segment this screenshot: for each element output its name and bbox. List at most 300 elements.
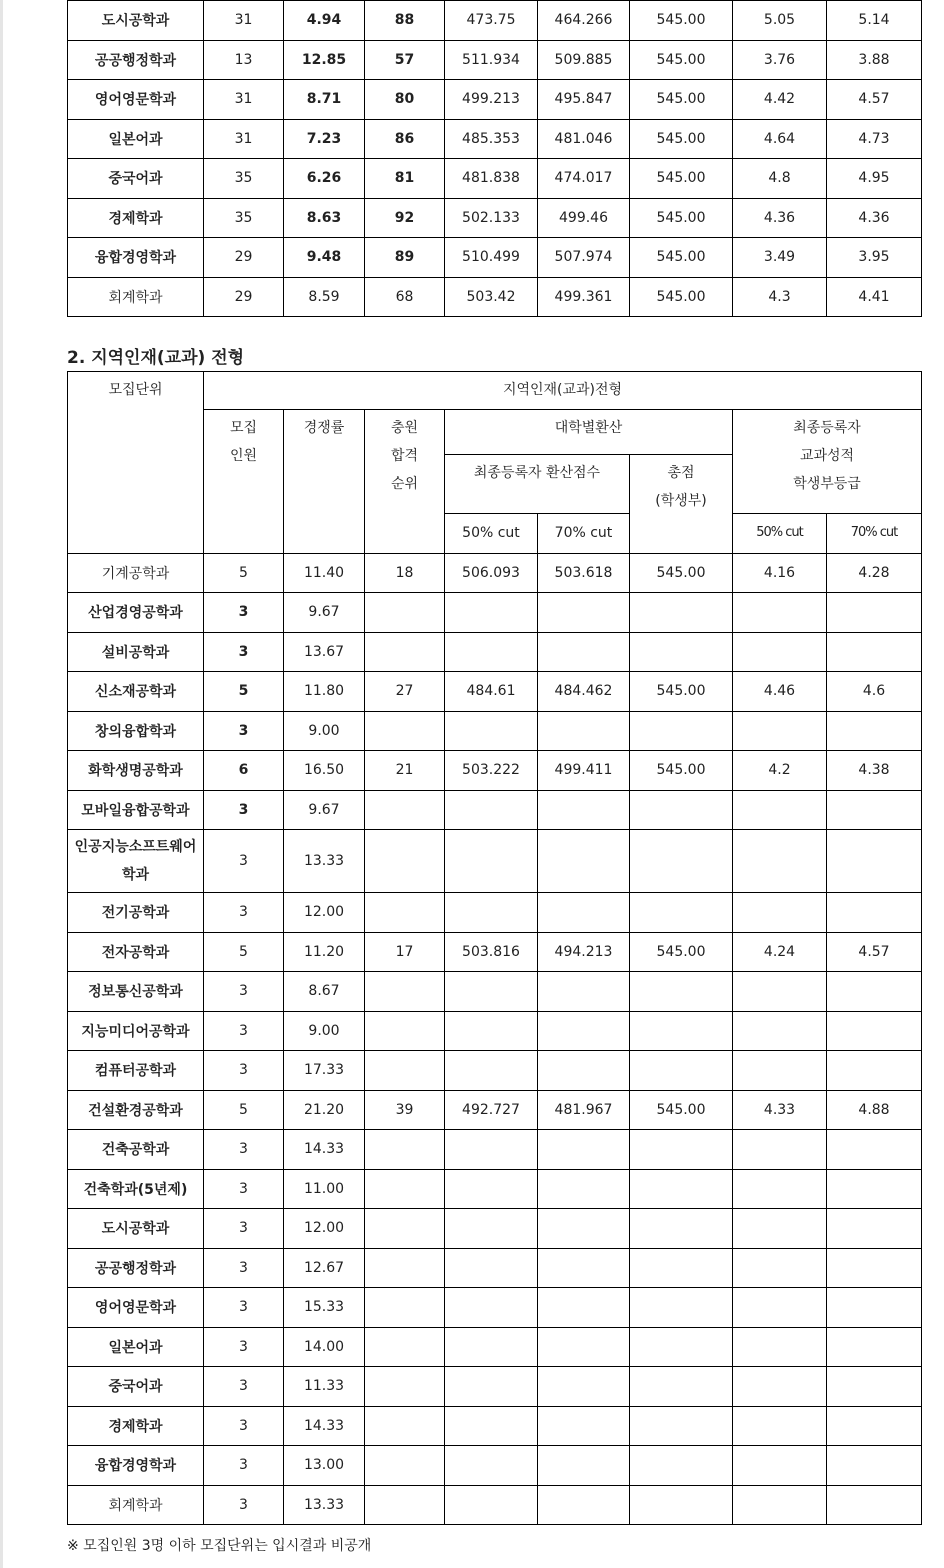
value-cell bbox=[365, 893, 445, 933]
value-cell bbox=[630, 1130, 733, 1170]
value-cell: 5.05 bbox=[733, 1, 827, 41]
value-cell: 5 bbox=[204, 932, 284, 972]
value-cell: 13 bbox=[204, 40, 284, 80]
table-row bbox=[68, 1288, 922, 1328]
table-row bbox=[68, 1485, 922, 1525]
value-cell: 11.20 bbox=[284, 932, 365, 972]
value-cell bbox=[538, 1051, 630, 1091]
value-cell bbox=[365, 1288, 445, 1328]
header-50cut: 50% cut bbox=[445, 514, 538, 554]
value-cell bbox=[538, 1011, 630, 1051]
value-cell: 6.26 bbox=[284, 159, 365, 199]
value-cell: 4.38 bbox=[827, 751, 922, 791]
department-cell: 산업경영공학과 bbox=[68, 593, 204, 633]
department-cell: 전자공학과 bbox=[68, 932, 204, 972]
value-cell bbox=[630, 1051, 733, 1091]
department-cell: 컴퓨터공학과 bbox=[68, 1051, 204, 1091]
value-cell: 12.00 bbox=[284, 1209, 365, 1249]
table-row bbox=[68, 711, 922, 751]
value-cell: 14.33 bbox=[284, 1130, 365, 1170]
value-cell: 4.28 bbox=[827, 553, 922, 593]
value-cell bbox=[827, 1367, 922, 1407]
value-cell bbox=[538, 1130, 630, 1170]
table-row bbox=[68, 238, 922, 278]
header-total: 총점 (학생부) bbox=[630, 455, 733, 554]
value-cell: 11.40 bbox=[284, 553, 365, 593]
value-cell bbox=[630, 593, 733, 633]
table-row bbox=[68, 751, 922, 791]
value-cell: 464.266 bbox=[538, 1, 630, 41]
value-cell bbox=[365, 1406, 445, 1446]
department-cell: 융합경영학과 bbox=[68, 1446, 204, 1486]
value-cell bbox=[365, 1367, 445, 1407]
value-cell: 15.33 bbox=[284, 1288, 365, 1328]
value-cell bbox=[827, 1209, 922, 1249]
value-cell bbox=[630, 1446, 733, 1486]
value-cell: 11.80 bbox=[284, 672, 365, 712]
table-row bbox=[68, 119, 922, 159]
value-cell bbox=[445, 790, 538, 830]
value-cell bbox=[538, 790, 630, 830]
value-cell bbox=[365, 1485, 445, 1525]
value-cell: 5.14 bbox=[827, 1, 922, 41]
value-cell: 5 bbox=[204, 672, 284, 712]
value-cell: 3.95 bbox=[827, 238, 922, 278]
department-cell: 정보통신공학과 bbox=[68, 972, 204, 1012]
value-cell: 31 bbox=[204, 119, 284, 159]
value-cell: 14.33 bbox=[284, 1406, 365, 1446]
value-cell bbox=[630, 711, 733, 751]
value-cell: 4.73 bbox=[827, 119, 922, 159]
value-cell: 13.67 bbox=[284, 632, 365, 672]
value-cell: 14.00 bbox=[284, 1327, 365, 1367]
value-cell: 21 bbox=[365, 751, 445, 791]
value-cell bbox=[365, 1209, 445, 1249]
table-row bbox=[68, 1209, 922, 1249]
value-cell: 80 bbox=[365, 80, 445, 120]
section-title: 2. 지역인재(교과) 전형 bbox=[67, 348, 245, 368]
value-cell: 473.75 bbox=[445, 1, 538, 41]
value-cell: 545.00 bbox=[630, 1090, 733, 1130]
table-row bbox=[68, 198, 922, 238]
value-cell: 27 bbox=[365, 672, 445, 712]
results-table-1 bbox=[67, 0, 922, 317]
value-cell bbox=[445, 711, 538, 751]
department-cell: 공공행정학과 bbox=[68, 1248, 204, 1288]
value-cell bbox=[733, 1248, 827, 1288]
value-cell: 9.48 bbox=[284, 238, 365, 278]
value-cell bbox=[827, 1446, 922, 1486]
header-grade-70cut: 70% cut bbox=[827, 514, 922, 554]
value-cell bbox=[538, 593, 630, 633]
value-cell: 3 bbox=[204, 632, 284, 672]
value-cell: 492.727 bbox=[445, 1090, 538, 1130]
value-cell: 545.00 bbox=[630, 751, 733, 791]
value-cell: 3 bbox=[204, 593, 284, 633]
value-cell: 88 bbox=[365, 1, 445, 41]
table-row bbox=[68, 893, 922, 933]
table-row bbox=[68, 632, 922, 672]
table-row bbox=[68, 1169, 922, 1209]
table-row bbox=[68, 1130, 922, 1170]
value-cell: 13.33 bbox=[284, 1485, 365, 1525]
value-cell bbox=[630, 1367, 733, 1407]
value-cell: 16.50 bbox=[284, 751, 365, 791]
value-cell: 13.00 bbox=[284, 1446, 365, 1486]
value-cell: 9.00 bbox=[284, 711, 365, 751]
value-cell bbox=[827, 1051, 922, 1091]
value-cell bbox=[538, 1248, 630, 1288]
value-cell: 4.16 bbox=[733, 553, 827, 593]
value-cell bbox=[630, 972, 733, 1012]
value-cell: 507.974 bbox=[538, 238, 630, 278]
value-cell: 18 bbox=[365, 553, 445, 593]
value-cell: 3 bbox=[204, 1011, 284, 1051]
table-row bbox=[68, 1051, 922, 1091]
value-cell bbox=[445, 1288, 538, 1328]
value-cell bbox=[630, 1011, 733, 1051]
department-cell: 전기공학과 bbox=[68, 893, 204, 933]
value-cell bbox=[827, 790, 922, 830]
value-cell: 545.00 bbox=[630, 1, 733, 41]
value-cell: 89 bbox=[365, 238, 445, 278]
value-cell: 3 bbox=[204, 1209, 284, 1249]
value-cell bbox=[630, 790, 733, 830]
value-cell bbox=[827, 711, 922, 751]
value-cell: 503.618 bbox=[538, 553, 630, 593]
value-cell bbox=[365, 972, 445, 1012]
value-cell bbox=[630, 893, 733, 933]
value-cell bbox=[733, 593, 827, 633]
value-cell: 92 bbox=[365, 198, 445, 238]
value-cell: 4.8 bbox=[733, 159, 827, 199]
value-cell: 29 bbox=[204, 277, 284, 317]
value-cell: 4.33 bbox=[733, 1090, 827, 1130]
value-cell bbox=[630, 1169, 733, 1209]
value-cell bbox=[733, 1011, 827, 1051]
value-cell bbox=[630, 1406, 733, 1446]
value-cell: 545.00 bbox=[630, 80, 733, 120]
value-cell: 17 bbox=[365, 932, 445, 972]
department-cell: 일본어과 bbox=[68, 1327, 204, 1367]
department-cell: 인공지능소프트웨어학과 bbox=[68, 830, 204, 893]
value-cell bbox=[365, 830, 445, 893]
value-cell bbox=[538, 1169, 630, 1209]
value-cell bbox=[733, 1209, 827, 1249]
value-cell: 3 bbox=[204, 1406, 284, 1446]
value-cell: 3 bbox=[204, 1130, 284, 1170]
value-cell: 503.222 bbox=[445, 751, 538, 791]
value-cell: 3 bbox=[204, 1327, 284, 1367]
value-cell: 35 bbox=[204, 159, 284, 199]
value-cell bbox=[445, 1248, 538, 1288]
table-row bbox=[68, 1367, 922, 1407]
value-cell: 484.61 bbox=[445, 672, 538, 712]
value-cell bbox=[445, 1130, 538, 1170]
value-cell bbox=[538, 830, 630, 893]
value-cell: 3 bbox=[204, 1288, 284, 1328]
table-row bbox=[68, 277, 922, 317]
department-cell: 건축학과(5년제) bbox=[68, 1169, 204, 1209]
value-cell bbox=[538, 632, 630, 672]
value-cell: 4.3 bbox=[733, 277, 827, 317]
value-cell: 5 bbox=[204, 553, 284, 593]
department-cell: 도시공학과 bbox=[68, 1, 204, 41]
department-cell: 영어영문학과 bbox=[68, 1288, 204, 1328]
value-cell bbox=[733, 830, 827, 893]
value-cell bbox=[733, 711, 827, 751]
value-cell: 545.00 bbox=[630, 277, 733, 317]
value-cell bbox=[733, 893, 827, 933]
value-cell: 4.24 bbox=[733, 932, 827, 972]
value-cell: 4.64 bbox=[733, 119, 827, 159]
department-cell: 기계공학과 bbox=[68, 553, 204, 593]
value-cell bbox=[733, 1446, 827, 1486]
department-cell: 도시공학과 bbox=[68, 1209, 204, 1249]
value-cell bbox=[733, 1169, 827, 1209]
value-cell bbox=[445, 1169, 538, 1209]
value-cell bbox=[733, 972, 827, 1012]
table-row bbox=[68, 1090, 922, 1130]
value-cell bbox=[827, 830, 922, 893]
header-score: 최종등록자 환산점수 bbox=[445, 455, 630, 514]
header-univ: 대학별환산 bbox=[445, 410, 733, 455]
value-cell: 11.33 bbox=[284, 1367, 365, 1407]
header-ratio: 경쟁률 bbox=[284, 410, 365, 554]
value-cell: 4.2 bbox=[733, 751, 827, 791]
department-cell: 설비공학과 bbox=[68, 632, 204, 672]
value-cell bbox=[538, 1209, 630, 1249]
value-cell bbox=[733, 1051, 827, 1091]
value-cell: 485.353 bbox=[445, 119, 538, 159]
value-cell: 3.76 bbox=[733, 40, 827, 80]
department-cell: 화학생명공학과 bbox=[68, 751, 204, 791]
value-cell bbox=[365, 711, 445, 751]
value-cell: 8.67 bbox=[284, 972, 365, 1012]
table-row bbox=[68, 80, 922, 120]
value-cell bbox=[538, 1327, 630, 1367]
department-cell: 회계학과 bbox=[68, 277, 204, 317]
value-cell: 545.00 bbox=[630, 238, 733, 278]
value-cell: 499.213 bbox=[445, 80, 538, 120]
value-cell bbox=[827, 1327, 922, 1367]
value-cell bbox=[827, 893, 922, 933]
table-row bbox=[68, 159, 922, 199]
value-cell: 545.00 bbox=[630, 40, 733, 80]
department-cell: 일본어과 bbox=[68, 119, 204, 159]
value-cell bbox=[538, 1485, 630, 1525]
value-cell bbox=[827, 632, 922, 672]
value-cell: 31 bbox=[204, 1, 284, 41]
value-cell bbox=[445, 1406, 538, 1446]
value-cell: 509.885 bbox=[538, 40, 630, 80]
table-row bbox=[68, 1327, 922, 1367]
value-cell bbox=[365, 790, 445, 830]
value-cell bbox=[630, 830, 733, 893]
value-cell bbox=[733, 1327, 827, 1367]
value-cell: 17.33 bbox=[284, 1051, 365, 1091]
header-group: 지역인재(교과)전형 bbox=[204, 372, 922, 410]
table-row bbox=[68, 40, 922, 80]
value-cell bbox=[365, 632, 445, 672]
value-cell: 4.46 bbox=[733, 672, 827, 712]
header-rank: 충원 합격 순위 bbox=[365, 410, 445, 554]
department-cell: 지능미디어공학과 bbox=[68, 1011, 204, 1051]
table-row bbox=[68, 593, 922, 633]
value-cell: 3 bbox=[204, 711, 284, 751]
value-cell: 8.59 bbox=[284, 277, 365, 317]
value-cell: 3 bbox=[204, 1169, 284, 1209]
value-cell: 3 bbox=[204, 893, 284, 933]
value-cell: 3.88 bbox=[827, 40, 922, 80]
value-cell bbox=[365, 1446, 445, 1486]
header-grade: 최종등록자 교과성적 학생부등급 bbox=[733, 410, 922, 514]
value-cell bbox=[365, 1130, 445, 1170]
value-cell bbox=[365, 1248, 445, 1288]
department-cell: 영어영문학과 bbox=[68, 80, 204, 120]
value-cell bbox=[630, 1288, 733, 1328]
value-cell: 3 bbox=[204, 790, 284, 830]
value-cell bbox=[630, 1209, 733, 1249]
value-cell: 506.093 bbox=[445, 553, 538, 593]
table-row bbox=[68, 1406, 922, 1446]
value-cell: 481.967 bbox=[538, 1090, 630, 1130]
value-cell: 545.00 bbox=[630, 119, 733, 159]
department-cell: 중국어과 bbox=[68, 159, 204, 199]
value-cell bbox=[365, 593, 445, 633]
value-cell bbox=[445, 632, 538, 672]
value-cell bbox=[445, 830, 538, 893]
value-cell: 8.71 bbox=[284, 80, 365, 120]
table-row bbox=[68, 1248, 922, 1288]
department-cell: 융합경영학과 bbox=[68, 238, 204, 278]
value-cell bbox=[827, 1011, 922, 1051]
value-cell bbox=[365, 1011, 445, 1051]
value-cell: 3 bbox=[204, 1248, 284, 1288]
value-cell: 13.33 bbox=[284, 830, 365, 893]
value-cell: 4.36 bbox=[733, 198, 827, 238]
value-cell: 3 bbox=[204, 830, 284, 893]
value-cell: 6 bbox=[204, 751, 284, 791]
table-row bbox=[68, 1, 922, 41]
value-cell bbox=[630, 1327, 733, 1367]
value-cell: 3.49 bbox=[733, 238, 827, 278]
value-cell: 499.46 bbox=[538, 198, 630, 238]
table-row bbox=[68, 553, 922, 593]
header-grade-50cut: 50% cut bbox=[733, 514, 827, 554]
header-unit: 모집단위 bbox=[68, 372, 204, 554]
value-cell bbox=[733, 1130, 827, 1170]
value-cell: 511.934 bbox=[445, 40, 538, 80]
department-cell: 신소재공학과 bbox=[68, 672, 204, 712]
value-cell: 474.017 bbox=[538, 159, 630, 199]
value-cell: 545.00 bbox=[630, 672, 733, 712]
value-cell: 495.847 bbox=[538, 80, 630, 120]
value-cell bbox=[445, 972, 538, 1012]
value-cell: 9.67 bbox=[284, 790, 365, 830]
value-cell bbox=[538, 1406, 630, 1446]
value-cell bbox=[445, 1327, 538, 1367]
table-row bbox=[68, 972, 922, 1012]
value-cell: 499.411 bbox=[538, 751, 630, 791]
value-cell: 8.63 bbox=[284, 198, 365, 238]
value-cell: 12.85 bbox=[284, 40, 365, 80]
value-cell: 545.00 bbox=[630, 932, 733, 972]
value-cell bbox=[538, 711, 630, 751]
value-cell: 4.6 bbox=[827, 672, 922, 712]
department-cell: 창의융합학과 bbox=[68, 711, 204, 751]
value-cell: 510.499 bbox=[445, 238, 538, 278]
value-cell: 39 bbox=[365, 1090, 445, 1130]
value-cell bbox=[445, 1209, 538, 1249]
value-cell: 11.00 bbox=[284, 1169, 365, 1209]
header-70cut: 70% cut bbox=[538, 514, 630, 554]
table-row bbox=[68, 790, 922, 830]
value-cell: 35 bbox=[204, 198, 284, 238]
department-cell: 건설환경공학과 bbox=[68, 1090, 204, 1130]
value-cell: 4.57 bbox=[827, 80, 922, 120]
value-cell bbox=[827, 1169, 922, 1209]
department-cell: 경제학과 bbox=[68, 198, 204, 238]
table-row bbox=[68, 830, 922, 893]
value-cell: 68 bbox=[365, 277, 445, 317]
value-cell: 481.046 bbox=[538, 119, 630, 159]
results-table-2 bbox=[67, 371, 922, 1525]
value-cell bbox=[538, 972, 630, 1012]
value-cell: 81 bbox=[365, 159, 445, 199]
value-cell bbox=[538, 1367, 630, 1407]
department-cell: 모바일융합공학과 bbox=[68, 790, 204, 830]
value-cell bbox=[827, 593, 922, 633]
table-row bbox=[68, 1446, 922, 1486]
value-cell bbox=[827, 972, 922, 1012]
value-cell: 57 bbox=[365, 40, 445, 80]
value-cell: 3 bbox=[204, 972, 284, 1012]
department-cell: 건축공학과 bbox=[68, 1130, 204, 1170]
department-cell: 회계학과 bbox=[68, 1485, 204, 1525]
value-cell: 4.95 bbox=[827, 159, 922, 199]
value-cell: 3 bbox=[204, 1367, 284, 1407]
value-cell bbox=[827, 1485, 922, 1525]
value-cell bbox=[445, 1446, 538, 1486]
value-cell: 484.462 bbox=[538, 672, 630, 712]
value-cell bbox=[445, 1011, 538, 1051]
value-cell bbox=[733, 1485, 827, 1525]
department-cell: 경제학과 bbox=[68, 1406, 204, 1446]
value-cell bbox=[733, 1288, 827, 1328]
value-cell: 7.23 bbox=[284, 119, 365, 159]
value-cell: 4.42 bbox=[733, 80, 827, 120]
value-cell: 4.41 bbox=[827, 277, 922, 317]
value-cell: 21.20 bbox=[284, 1090, 365, 1130]
value-cell bbox=[445, 893, 538, 933]
value-cell bbox=[630, 632, 733, 672]
value-cell: 503.816 bbox=[445, 932, 538, 972]
value-cell: 4.36 bbox=[827, 198, 922, 238]
value-cell: 503.42 bbox=[445, 277, 538, 317]
department-cell: 공공행정학과 bbox=[68, 40, 204, 80]
footnote: ※ 모집인원 3명 이하 모집단위는 입시결과 비공개 bbox=[67, 1538, 372, 1554]
value-cell bbox=[445, 1051, 538, 1091]
value-cell: 545.00 bbox=[630, 553, 733, 593]
value-cell bbox=[733, 632, 827, 672]
value-cell bbox=[365, 1051, 445, 1091]
table-row bbox=[68, 932, 922, 972]
value-cell: 502.133 bbox=[445, 198, 538, 238]
value-cell bbox=[733, 1367, 827, 1407]
department-cell: 중국어과 bbox=[68, 1367, 204, 1407]
value-cell bbox=[827, 1288, 922, 1328]
